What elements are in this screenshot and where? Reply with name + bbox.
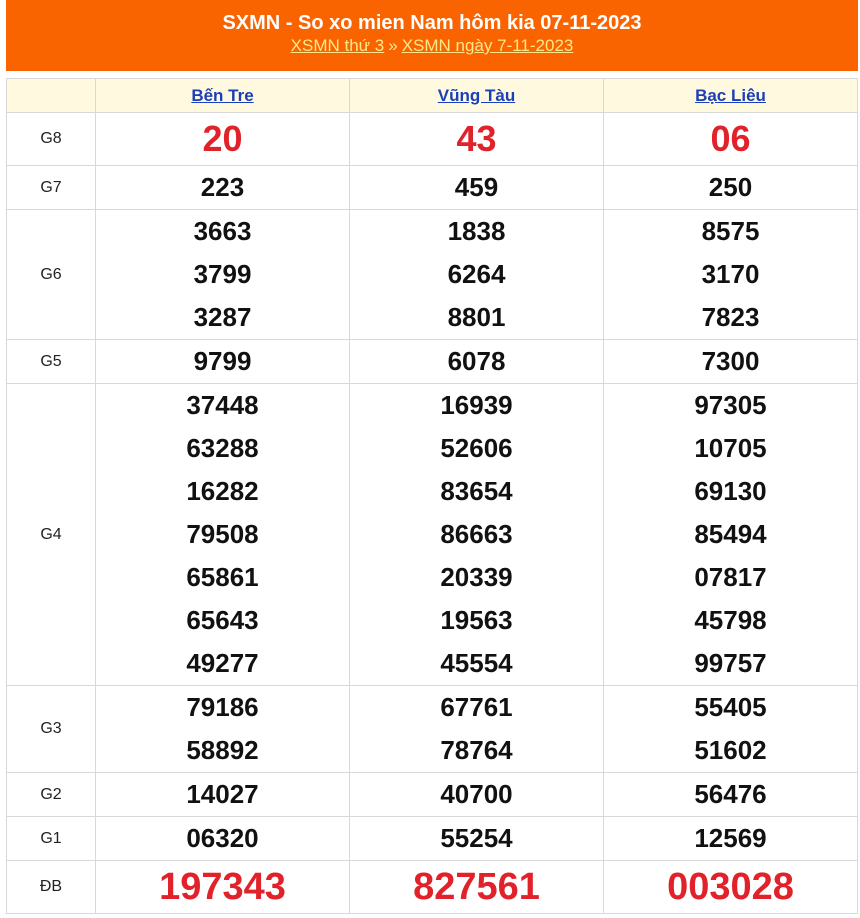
prize-label: ĐB bbox=[7, 861, 96, 914]
result-number: 83654 bbox=[440, 476, 513, 506]
result-cell bbox=[96, 340, 350, 384]
result-number: 52606 bbox=[440, 433, 513, 463]
result-number: 003028 bbox=[667, 866, 794, 908]
prize-label: G6 bbox=[7, 210, 96, 340]
results-header bbox=[6, 0, 858, 71]
result-number: 8801 bbox=[447, 302, 506, 332]
result-number: 55405 bbox=[694, 692, 767, 722]
result-cell bbox=[604, 166, 858, 210]
prize-label: G1 bbox=[7, 817, 96, 861]
prize-row bbox=[7, 166, 858, 210]
result-number: 65861 bbox=[186, 562, 259, 592]
result-number: 7300 bbox=[701, 346, 760, 376]
result-number: 7823 bbox=[701, 302, 760, 332]
result-number: 69130 bbox=[694, 476, 767, 506]
result-number: 07817 bbox=[694, 562, 767, 592]
result-cell bbox=[350, 384, 604, 686]
province-header-row bbox=[7, 79, 858, 113]
result-cell bbox=[96, 166, 350, 210]
result-number: 223 bbox=[200, 172, 245, 202]
result-number: 20339 bbox=[440, 562, 513, 592]
result-cell bbox=[350, 113, 604, 166]
result-number: 3663 bbox=[193, 216, 252, 246]
result-cell bbox=[604, 686, 858, 773]
header-banner bbox=[6, 0, 858, 71]
result-number: 10705 bbox=[694, 433, 767, 463]
result-cell bbox=[604, 384, 858, 686]
result-cell bbox=[96, 113, 350, 166]
result-number: 55254 bbox=[440, 823, 513, 853]
result-number: 250 bbox=[708, 172, 753, 202]
result-number: 65643 bbox=[186, 605, 259, 635]
prize-label: G2 bbox=[7, 773, 96, 817]
result-number: 459 bbox=[454, 172, 499, 202]
province-header bbox=[604, 79, 858, 113]
province-link-bac-lieu[interactable]: Bạc Liêu bbox=[695, 85, 766, 105]
result-cell bbox=[350, 861, 604, 914]
result-cell bbox=[96, 861, 350, 914]
result-number: 99757 bbox=[694, 648, 767, 678]
result-cell bbox=[604, 817, 858, 861]
prize-row bbox=[7, 861, 858, 914]
prize-label: G7 bbox=[7, 166, 96, 210]
result-number: 1838 bbox=[447, 216, 506, 246]
result-number: 56476 bbox=[694, 779, 767, 809]
result-cell bbox=[604, 340, 858, 384]
result-number: 827561 bbox=[413, 866, 540, 908]
link-xsmn-thu-3[interactable]: XSMN thứ 3 bbox=[290, 36, 385, 55]
province-link-ben-tre[interactable]: Bến Tre bbox=[191, 85, 254, 105]
result-number: 197343 bbox=[159, 866, 286, 908]
prize-label: G8 bbox=[7, 113, 96, 166]
result-cell bbox=[96, 817, 350, 861]
province-header bbox=[96, 79, 350, 113]
prize-row bbox=[7, 384, 858, 686]
result-number: 40700 bbox=[440, 779, 513, 809]
result-cell bbox=[96, 686, 350, 773]
result-number: 86663 bbox=[440, 519, 513, 549]
prize-row bbox=[7, 113, 858, 166]
result-number: 37448 bbox=[186, 390, 259, 420]
page-title: SXMN - So xo mien Nam hôm kia 07-11-2023 bbox=[222, 12, 642, 34]
result-cell bbox=[350, 210, 604, 340]
result-cell bbox=[350, 166, 604, 210]
prize-row bbox=[7, 340, 858, 384]
result-number: 8575 bbox=[701, 216, 760, 246]
results-table bbox=[6, 78, 858, 914]
result-number: 06 bbox=[710, 118, 751, 159]
result-number: 58892 bbox=[186, 735, 259, 765]
result-cell bbox=[350, 773, 604, 817]
result-number: 45554 bbox=[440, 648, 513, 678]
result-cell bbox=[350, 817, 604, 861]
breadcrumb-separator: » bbox=[388, 36, 398, 55]
province-header bbox=[350, 79, 604, 113]
result-number: 79186 bbox=[186, 692, 259, 722]
result-number: 16939 bbox=[440, 390, 513, 420]
result-cell bbox=[350, 340, 604, 384]
result-number: 16282 bbox=[186, 476, 259, 506]
result-number: 6264 bbox=[447, 259, 506, 289]
result-cell bbox=[350, 686, 604, 773]
result-cell bbox=[604, 210, 858, 340]
result-number: 51602 bbox=[694, 735, 767, 765]
result-number: 45798 bbox=[694, 605, 767, 635]
result-number: 20 bbox=[202, 118, 243, 159]
result-number: 3170 bbox=[701, 259, 760, 289]
result-cell bbox=[96, 384, 350, 686]
result-number: 63288 bbox=[186, 433, 259, 463]
result-number: 3287 bbox=[193, 302, 252, 332]
result-number: 67761 bbox=[440, 692, 513, 722]
result-number: 9799 bbox=[193, 346, 252, 376]
result-cell bbox=[604, 861, 858, 914]
prize-row bbox=[7, 817, 858, 861]
prize-row bbox=[7, 773, 858, 817]
result-cell bbox=[604, 113, 858, 166]
result-number: 78764 bbox=[440, 735, 513, 765]
result-number: 85494 bbox=[694, 519, 767, 549]
result-number: 43 bbox=[456, 118, 497, 159]
result-number: 3799 bbox=[193, 259, 252, 289]
breadcrumb bbox=[6, 35, 858, 57]
result-cell bbox=[604, 773, 858, 817]
blank-header-cell bbox=[7, 79, 96, 113]
results-body bbox=[7, 113, 858, 914]
prize-row bbox=[7, 210, 858, 340]
result-cell bbox=[96, 210, 350, 340]
prize-label: G4 bbox=[7, 384, 96, 686]
result-number: 97305 bbox=[694, 390, 767, 420]
prize-row bbox=[7, 686, 858, 773]
result-number: 19563 bbox=[440, 605, 513, 635]
result-number: 79508 bbox=[186, 519, 259, 549]
result-number: 06320 bbox=[186, 823, 259, 853]
result-number: 14027 bbox=[186, 779, 259, 809]
prize-label: G3 bbox=[7, 686, 96, 773]
result-cell bbox=[96, 773, 350, 817]
result-number: 6078 bbox=[447, 346, 506, 376]
link-xsmn-date[interactable]: XSMN ngày 7-11-2023 bbox=[401, 36, 574, 55]
result-number: 12569 bbox=[694, 823, 767, 853]
prize-label: G5 bbox=[7, 340, 96, 384]
result-number: 49277 bbox=[186, 648, 259, 678]
province-link-vung-tau[interactable]: Vũng Tàu bbox=[437, 85, 516, 105]
